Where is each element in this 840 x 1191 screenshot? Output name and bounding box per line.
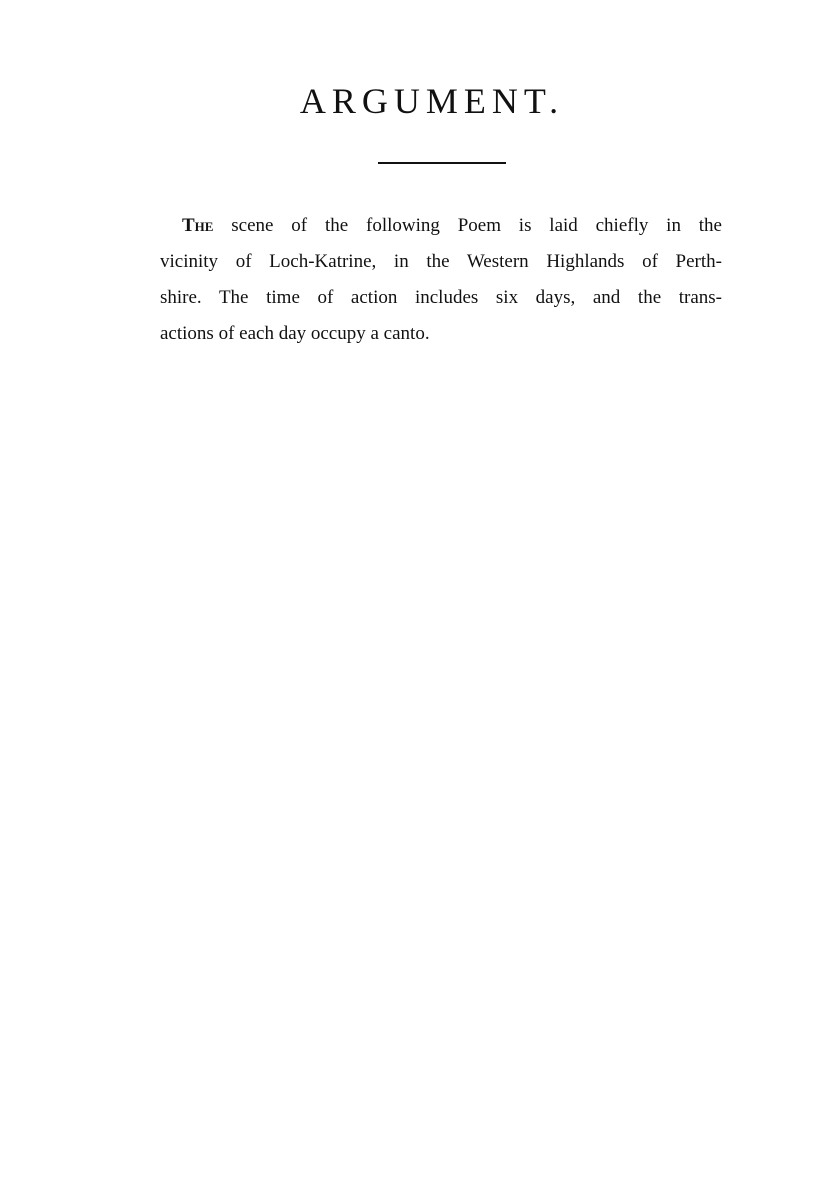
- argument-line-1-text: scene of the following Poem is laid chiefly in the: [213, 215, 722, 236]
- lead-word: The: [182, 215, 214, 236]
- argument-line-4: actions of each day occupy a canto.: [160, 323, 430, 344]
- argument-paragraph: [160, 208, 722, 352]
- argument-line-2: vicinity of Loch-Katrine, in the Western Highlands of Perth-: [160, 251, 722, 272]
- argument-line-1: [160, 208, 722, 244]
- page-heading: ARGUMENT.: [299, 81, 565, 121]
- heading-rule: [378, 162, 506, 164]
- argument-line-3: shire. The time of action includes six days, and the trans-: [160, 287, 722, 308]
